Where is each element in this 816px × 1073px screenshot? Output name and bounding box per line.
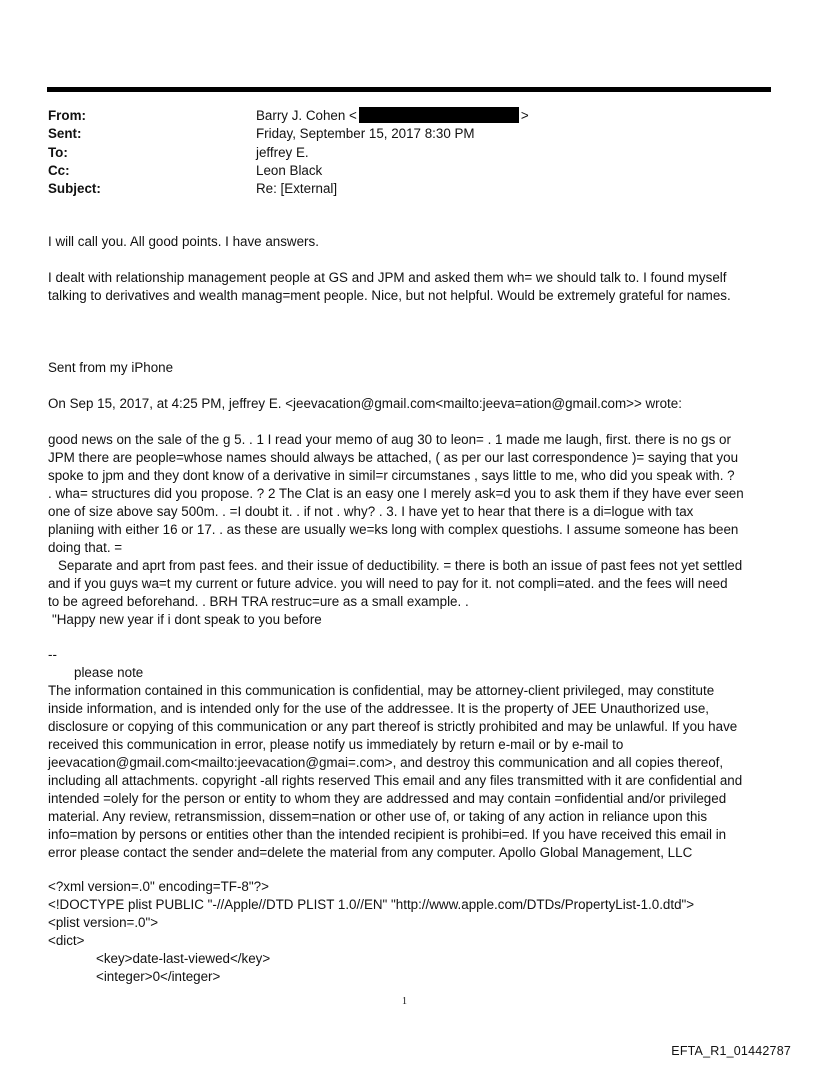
text-line: one of size above say 500m. . =I doubt it. . if not . why? . 3. I have yet to hear that there is a di=logue with tax [48,504,694,519]
signature [48,359,768,377]
body-paragraph-2 [48,269,768,305]
sent-value: Friday, September 15, 2017 8:30 PM [256,126,475,142]
text-line: doing that. = [48,540,123,555]
text-line: On Sep 15, 2017, at 4:25 PM, jeffrey E. <jeevacation@gmail.com<mailto:jeeva=ation@gmail.com>> wrote: [48,396,682,411]
subject-value: Re: [External] [256,181,338,197]
text-line: material. Any review, retransmission, dissem=nation or other use of, or taking of any action in reliance upon this [48,809,708,824]
from-name: Barry J. Cohen < [256,108,357,123]
header-divider [47,87,771,92]
text-line: Sent from my iPhone [48,360,174,375]
text-line: JPM there are people=whose names should always be attached, ( as per our last correspondence )= saying that you [48,450,739,465]
text-line: -- [48,647,57,662]
text-line: jeevacation@gmail.com<mailto:jeevacation@gmai=.com>, and destroy this communication and all copies thereof, [48,755,724,770]
quoted-message [48,431,768,629]
cc-label: Cc: [48,162,70,178]
cc-value: Leon Black [256,162,323,178]
text-line: <integer>0</integer> [96,969,221,984]
text-line: received this communication in error, please notify us immediately by return e-mail or by e-mail to [48,737,624,752]
xml-block [48,878,768,986]
text-line: info=mation by persons or entities other than the intended recipient is prohibi=ed. If you have received this email in [48,827,727,842]
from-row [48,107,728,125]
sent-row [48,125,728,143]
email-header [48,107,728,198]
text-line: to be agreed beforehand. . BRH TRA restruc=ure as a small example. . [48,594,469,609]
text-line: . wha= structures did you propose. ? 2 The Clat is an easy one I merely ask=d you to ask them if they have ever seen [48,486,744,501]
to-row [48,144,728,162]
text-line: and if you guys wa=t my current or future advice. you will need to pay for it. not compli=ated. and the fees will need [48,576,728,591]
text-line: <dict> [48,933,85,948]
from-value [256,107,529,125]
to-value: jeffrey E. [256,144,309,160]
text-line: The information contained in this communication is confidential, may be attorney-client privileged, may constitute [48,683,715,698]
text-line: <plist version=.0"> [48,915,159,930]
body-paragraph-1 [48,233,768,251]
text-line: spoke to jpm and they dont know of a derivative in simil=r circumstanes , says little to me, who did you speak with. ? [48,468,735,483]
text-line: Separate and aprt from past fees. and their issue of deductibility. = there is both an issue of past fees not yet settled [58,558,743,573]
text-line: please note [74,665,144,680]
text-line: planiing with either 16 or 17. . as these are usually we=ks long with complex questiohs. I assume someone has been [48,522,739,537]
page-number: 1 [402,996,407,1007]
redaction-bar [359,107,519,123]
subject-row [48,180,728,198]
text-line: error please contact the sender and=delete the material from any computer. Apollo Global Management, LLC [48,845,693,860]
text-line: good news on the sale of the g 5. . 1 I read your memo of aug 30 to leon= . 1 made me laugh, first. there is no gs or [48,432,731,447]
text-line: <key>date-last-viewed</key> [96,951,271,966]
sig-dash [48,646,768,664]
text-line: inside information, and is intended only for the use of the addressee. It is the property of JEE Unauthorized use, [48,701,709,716]
quote-header [48,395,768,413]
text-line: I dealt with relationship management people at GS and JPM and asked them wh= we should talk to. I found myself [48,270,727,285]
text-line: I will call you. All good points. I have answers. [48,234,319,249]
text-line: <!DOCTYPE plist PUBLIC "-//Apple//DTD PLIST 1.0//EN" "http://www.apple.com/DTDs/PropertyList-1.0.dtd"> [48,897,695,912]
disclaimer [48,664,768,862]
subject-label: Subject: [48,181,101,197]
to-label: To: [48,144,68,160]
text-line: intended =olely for the person or entity to whom they are addressed and may contain =onfidential and/or privileged [48,791,727,806]
text-line: <?xml version=.0" encoding=TF-8"?> [48,879,269,894]
sent-label: Sent: [48,126,82,142]
text-line: talking to derivatives and wealth manag=ment people. Nice, but not helpful. Would be extremely grateful for names. [48,288,731,303]
from-label: From: [48,108,86,123]
document-id: EFTA_R1_01442787 [671,1044,791,1058]
cc-row [48,162,728,180]
from-close: > [520,108,529,123]
text-line: disclosure or copying of this communication or any part thereof is strictly prohibited and may be unlawful. If you have [48,719,738,734]
text-line: "Happy new year if i dont speak to you before [52,612,322,627]
text-line: including all attachments. copyright -all rights reserved This email and any files transmitted with it are confidential and [48,773,743,788]
